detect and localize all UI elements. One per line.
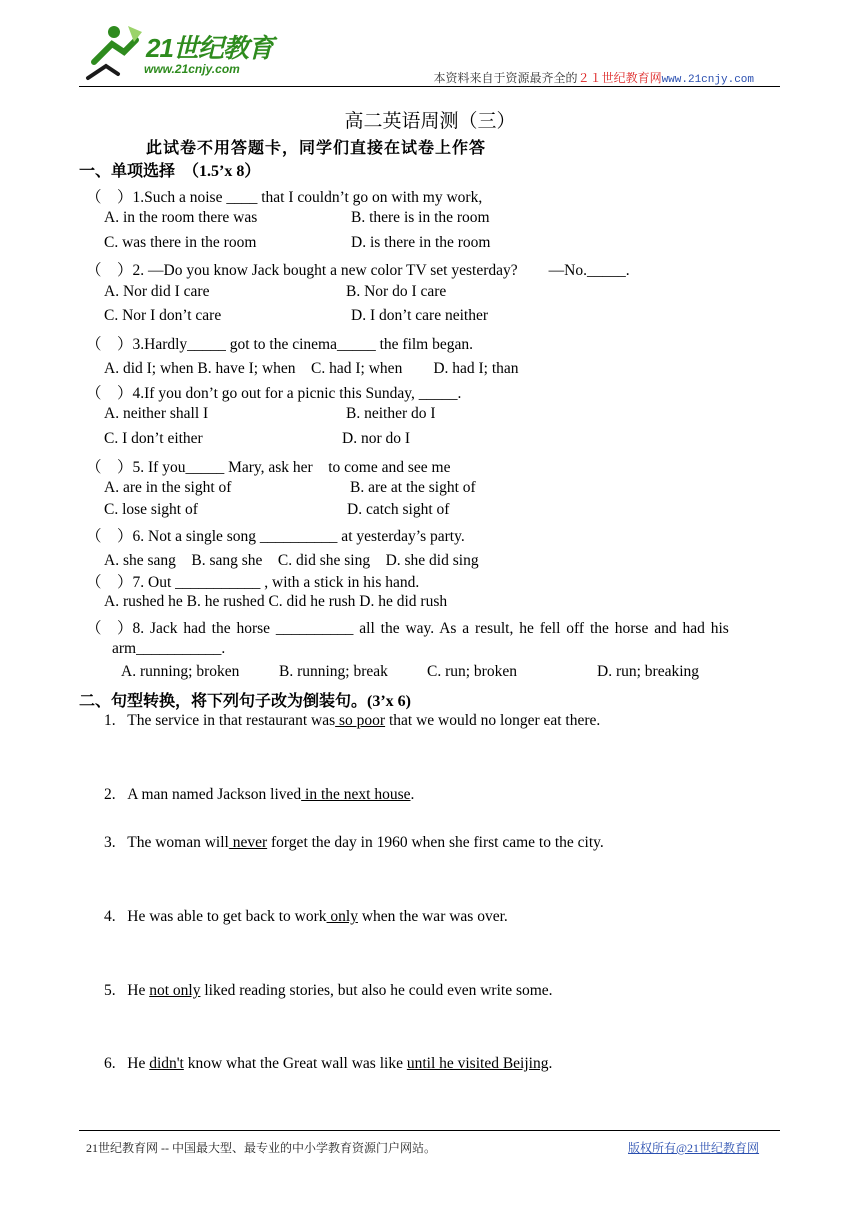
question-4-stem: （ ）4.If you don’t go out for a picnic this Sunday, _____. — [86, 385, 462, 402]
item-text: He — [127, 1055, 150, 1072]
question-5-option-d: D. catch sight of — [347, 501, 450, 518]
question-2-option-c: C. Nor I don’t care — [104, 307, 222, 324]
item-text: that we would no longer eat there. — [385, 712, 601, 729]
question-5-option-a: A. are in the sight of — [104, 479, 232, 496]
underlined-phrase: not only — [149, 982, 201, 999]
header-note — [434, 69, 754, 86]
question-8-option-c: C. run; broken — [427, 663, 517, 680]
item-number: 3. — [104, 834, 116, 851]
item-text: when the war was over. — [357, 908, 508, 925]
rewrite-item-1 — [104, 712, 600, 730]
rewrite-item-4 — [104, 908, 508, 926]
question-7-options: A. rushed he B. he rushed C. did he rush D. he did rush — [104, 593, 448, 610]
item-text: liked reading stories, but also he could even write some. — [200, 982, 553, 999]
item-text: A man named Jackson lived — [127, 786, 302, 803]
rewrite-item-2 — [104, 786, 414, 804]
footer-copyright-link[interactable]: 版权所有@21世纪教育网 — [628, 1141, 760, 1155]
question-5-stem: （ ）5. If you_____ Mary, ask her to come and see me — [86, 459, 451, 476]
question-6-stem: （ ）6. Not a single song __________ at yesterday’s party. — [86, 528, 465, 545]
site-logo — [84, 18, 284, 86]
section1-heading: 一、单项选择 （1.5’x 8） — [79, 163, 261, 180]
question-8-stem: （ ）8. Jack had the horse __________ all the way. As a result, he fell off the horse and had his — [86, 620, 729, 637]
question-3-options: A. did I; when B. have I; when C. had I; when D. had I; than — [104, 360, 519, 377]
page-title: 高二英语周测（三） — [344, 111, 516, 132]
item-text: . — [548, 1055, 553, 1072]
question-5-option-b: B. are at the sight of — [350, 479, 476, 496]
question-6-options: A. she sang B. sang she C. did she sing D. she did sing — [104, 552, 479, 569]
item-number: 1. — [104, 712, 116, 729]
item-number: 4. — [104, 908, 116, 925]
item-text: forget the day in 1960 when she first came to the city. — [267, 834, 604, 851]
item-text: The service in that restaurant was — [127, 712, 336, 729]
underlined-phrase: so poor — [335, 712, 386, 729]
question-4-option-b: B. neither do I — [346, 405, 436, 422]
item-number: 2. — [104, 786, 116, 803]
item-text: know what the Great wall was like — [183, 1055, 407, 1072]
item-text: . — [410, 786, 415, 803]
question-1-option-d: D. is there in the room — [351, 234, 491, 251]
question-1-option-b: B. there is in the room — [351, 209, 490, 226]
underlined-phrase: in the next house — [301, 786, 411, 803]
underlined-phrase: until he visited Beijing — [406, 1055, 549, 1072]
item-number: 5. — [104, 982, 116, 999]
question-4-option-d: D. nor do I — [342, 430, 411, 447]
item-text: He — [127, 982, 150, 999]
header-note-prefix: 本资料来自于资源最齐全的 — [433, 71, 578, 85]
question-8-option-d: D. run; breaking — [597, 663, 700, 680]
item-text: The woman will — [127, 834, 229, 851]
rewrite-item-6 — [104, 1055, 552, 1073]
header-note-site: ２１世纪教育网 — [577, 71, 662, 85]
header-note-url[interactable]: www.21cnjy.com — [661, 74, 754, 86]
page-subtitle: 此试卷不用答题卡，同学们直接在试卷上作答 — [146, 140, 487, 157]
header-divider — [79, 86, 780, 87]
question-2-option-a: A. Nor did I care — [104, 283, 210, 300]
item-number: 6. — [104, 1055, 116, 1072]
question-2-option-d: D. I don’t care neither — [351, 307, 489, 324]
question-4-option-a: A. neither shall I — [104, 405, 209, 422]
rewrite-item-5 — [104, 982, 553, 1000]
footer-divider — [79, 1130, 780, 1131]
question-4-option-c: C. I don’t either — [104, 430, 203, 447]
footer-text: 21世纪教育网 -- 中国最大型、最专业的中小学教育资源门户网站。 — [86, 1141, 436, 1155]
question-2-option-b: B. Nor do I care — [346, 283, 447, 300]
question-1-stem: （ ）1.Such a noise ____ that I couldn’t go on with my work, — [86, 189, 483, 206]
question-8-option-b: B. running; break — [279, 663, 388, 680]
question-3-stem: （ ）3.Hardly_____ got to the cinema_____ the film began. — [86, 336, 473, 353]
underlined-phrase: never — [228, 834, 268, 851]
logo-text: 21世纪教育 — [146, 33, 273, 63]
item-text: He was able to get back to work — [127, 908, 327, 925]
question-5-option-c: C. lose sight of — [104, 501, 198, 518]
logo-url: www.21cnjy.com — [144, 62, 240, 76]
question-7-stem: （ ）7. Out ___________ , with a stick in his hand. — [86, 574, 420, 591]
section2-heading: 二、句型转换，将下列句子改为倒装句。(3’x 6) — [79, 693, 411, 710]
question-8-option-a: A. running; broken — [121, 663, 240, 680]
runner-logo-icon — [84, 22, 146, 82]
question-2-stem: （ ）2. —Do you know Jack bought a new color TV set yesterday? —No._____. — [86, 262, 630, 279]
question-1-option-c: C. was there in the room — [104, 234, 257, 251]
question-8-stem-cont: arm___________. — [112, 640, 226, 657]
question-1-option-a: A. in the room there was — [104, 209, 258, 226]
underlined-phrase: only — [326, 908, 358, 925]
underlined-phrase: didn't — [149, 1055, 184, 1072]
rewrite-item-3 — [104, 834, 604, 852]
